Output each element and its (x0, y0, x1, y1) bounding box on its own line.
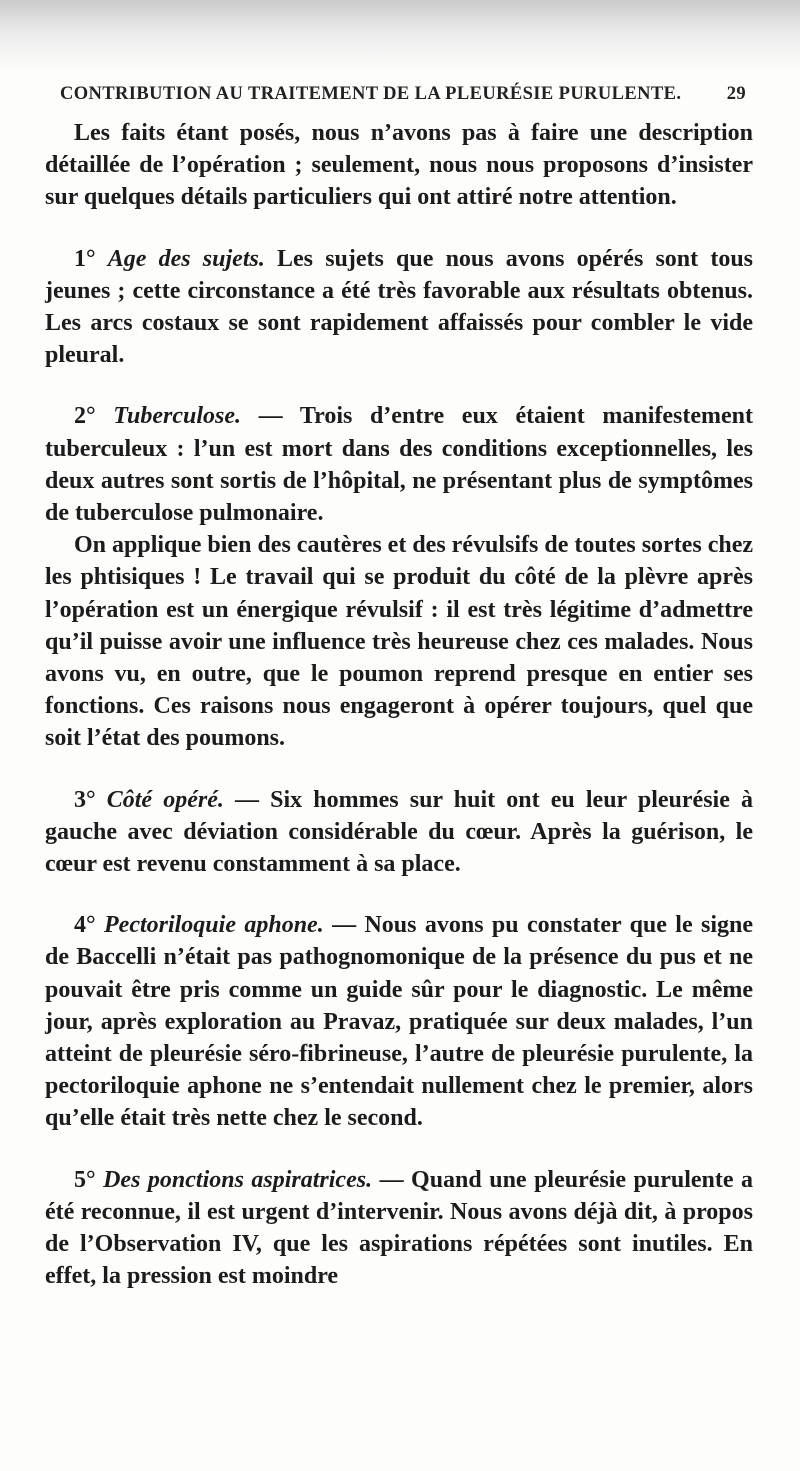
paragraph-intro (45, 117, 753, 214)
paragraph-ponctions-aspiratrices (45, 1164, 753, 1293)
paragraph-revulsifs (45, 529, 753, 754)
body-text (45, 117, 753, 1293)
paragraph-text: — Six hommes sur huit ont eu leur pleurésie à gauche avec déviation considérable du cœur. Après la guérison, le cœur est revenu constamment à sa place. (45, 786, 754, 878)
section-heading: Des ponctions aspiratrices. (103, 1166, 373, 1193)
paragraph-text: Les faits étant posés, nous n’avons pas à faire une description détaillée de l’opération ; seulement, nous nous proposons d’insister sur quelques détails particuliers qui ont attiré notre attention. (45, 120, 753, 211)
section-heading: Tuberculose. (113, 403, 242, 430)
scan-shadow (0, 0, 800, 70)
paragraph-cote-opere (45, 784, 753, 881)
paragraph-pectoriloquie-aphone (45, 909, 753, 1134)
section-number: 5° (74, 1166, 96, 1193)
paragraph-text: On applique bien des cautères et des révulsifs de toutes sortes chez les phtisiques ! Le travail qui se produit du côté de la plèvre après l’opération est un énergique révulsif : il est très légitime d’admettre qu’il puisse avoir une influence très heureuse chez ces malades. Nous avons vu, en outre, que le poumon reprend presque en entier ses fonctions. Ces raisons nous engageront à opérer toujours, quel que soit l’état des poumons. (45, 532, 753, 752)
paragraph-tuberculose (45, 400, 753, 529)
running-header (60, 84, 746, 112)
paragraph-text: Les sujets que nous avons opérés sont tous jeunes ; cette circonstance a été très favorable aux résultats obtenus. Les arcs costaux se sont rapidement affaissés pour combler le vide pleural. (45, 245, 754, 369)
paragraph-text: — Quand une pleurésie purulente a été reconnue, il est urgent d’intervenir. Nous avons déjà dit, à propos de l’Observation IV, que les aspirations répétées sont inutiles. En effet, la pression est moindre (45, 1166, 754, 1290)
paragraph-text: — Nous avons pu constater que le signe de Baccelli n’était pas pathognomonique de la présence du pus et ne pouvait être pris comme un guide sûr pour le diagnostic. Le même jour, après exploration au Pravaz, pratiquée sur deux malades, l’un atteint de pleurésie séro-fibrineuse, l’autre de pleurésie purulente, la pectoriloquie aphone ne s’entendait nullement chez le premier, alors qu’elle était très nette chez le second. (45, 912, 754, 1132)
paragraph-text: — Trois d’entre eux étaient manifestement tuberculeux : l’un est mort dans des conditions exceptionnelles, les deux autres sont sortis de l’hôpital, ne présentant plus de symptômes de tuberculose pulmonaire. (45, 403, 754, 527)
page-number: 29 (726, 84, 746, 104)
section-number: 1° (74, 245, 96, 272)
running-title: CONTRIBUTION AU TRAITEMENT DE LA PLEURÉSIE PURULENTE. (60, 84, 682, 104)
section-heading: Côté opéré. (106, 786, 224, 813)
section-heading: Pectoriloquie aphone. (104, 912, 324, 939)
paragraph-age-des-sujets (45, 243, 753, 372)
section-number: 4° (74, 912, 96, 939)
section-number: 3° (74, 786, 96, 813)
section-heading: Age des sujets. (107, 245, 265, 272)
section-number: 2° (74, 403, 96, 430)
